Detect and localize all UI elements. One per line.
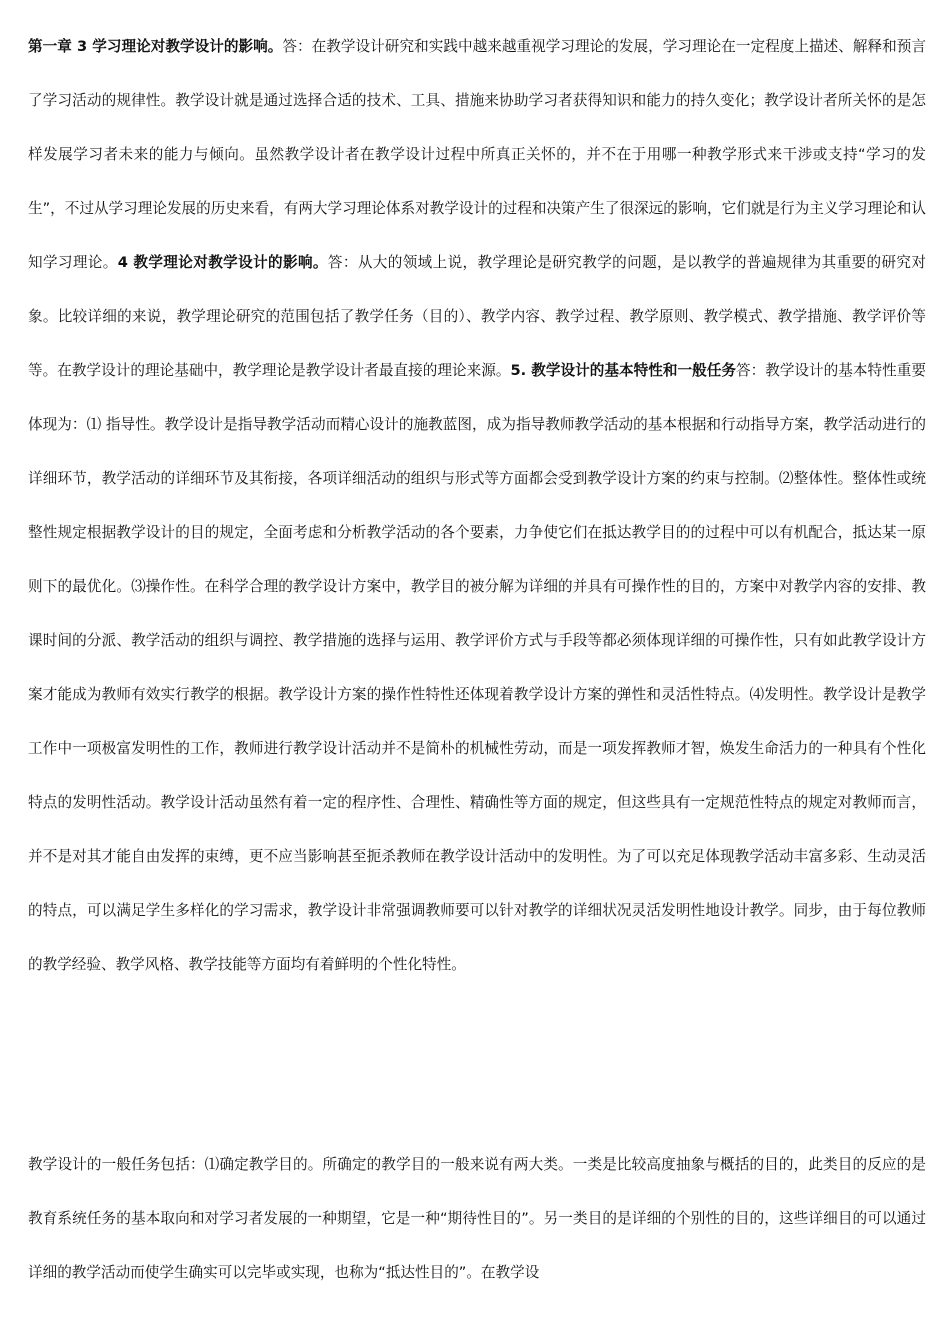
paragraph-1 — [28, 20, 926, 992]
paragraph-2 — [28, 1138, 926, 1300]
section-body-4: 答：从大的领域上说，教学理论是研究教学的问题，是以教学的普遍规律为其重要的研究对象。比较详细的来说，教学理论研究的范围包括了教学任务（目的）、教学内容、教学过程、教学原则、教学模式、教学措施、教学评价等等。在教学设计的理论基础中，教学理论是教学设计者最直接的理论来源。 — [28, 254, 926, 379]
section-heading-3: 第一章 3 学习理论对教学设计的影响。 — [28, 38, 283, 55]
section-heading-5: 5. 教学设计的基本特性和一般任务 — [510, 362, 736, 379]
section-body-3: 答：在教学设计研究和实践中越来越重视学习理论的发展，学习理论在一定程度上描述、解释和预言了学习活动的规律性。教学设计就是通过选择合适的技术、工具、措施来协助学习者获得知识和能力的持久变化；教学设计者所关怀的是怎样发展学习者未来的能力与倾向。虽然教学设计者在教学设计过程中所真正关怀的，并不在于用哪一种教学形式来干涉或支持“学习的发生”，不过从学习理论发展的历史来看，有两大学习理论体系对教学设计的过程和决策产生了很深远的影响，它们就是行为主义学习理论和认知学习理论。 — [28, 38, 926, 271]
section-heading-4: 4 教学理论对教学设计的影响。 — [117, 254, 328, 271]
section-body-5: 答：教学设计的基本特性重要体现为：⑴ 指导性。教学设计是指导教学活动而精心设计的施教蓝图，成为指导教师教学活动的基本根据和行动指导方案，教学活动进行的详细环节，教学活动的详细环节及其衔接，各项详细活动的组织与形式等方面都会受到教学设计方案的约束与控制。⑵整体性。整体性或统整性规定根据教学设计的目的规定，全面考虑和分析教学活动的各个要素，力争使它们在抵达教学目的的过程中可以有机配合，抵达某一原则下的最优化。⑶操作性。在科学合理的教学设计方案中，教学目的被分解为详细的并具有可操作性的目的，方案中对教学内容的安排、教课时间的分派、教学活动的组织与调控、教学措施的选择与运用、教学评价方式与手段等都必须体现详细的可操作性，只有如此教学设计方案才能成为教师有效实行教学的根据。教学设计方案的操作性特性还体现着教学设计方案的弹性和灵活性特点。⑷发明性。教学设计是教学工作中一项极富发明性的工作，教师进行教学设计活动并不是简朴的机械性劳动，而是一项发挥教师才智，焕发生命活力的一种具有个性化特点的发明性活动。教学设计活动虽然有着一定的程序性、合理性、精确性等方面的规定，但这些具有一定规范性特点的规定对教师而言，并不是对其才能自由发挥的束缚，更不应当影响甚至扼杀教师在教学设计活动中的发明性。为了可以充足体现教学活动丰富多彩、生动灵活的特点，可以满足学生多样化的学习需求，教学设计非常强调教师要可以针对教学的详细状况灵活发明性地设计教学。同步，由于每位教师的教学经验、教学风格、教学技能等方面均有着鲜明的个性化特性。 — [28, 362, 926, 973]
paragraph-2-text: 教学设计的一般任务包括：⑴确定教学目的。所确定的教学目的一般来说有两大类。一类是比较高度抽象与概括的目的，此类目的反应的是教育系统任务的基本取向和对学习者发展的一种期望，它是一种“期待性目的”。另一类目的是详细的个别性的目的，这些详细目的可以通过详细的教学活动而使学生确实可以完毕或实现，也称为“抵达性目的”。在教学设 — [28, 1156, 926, 1281]
